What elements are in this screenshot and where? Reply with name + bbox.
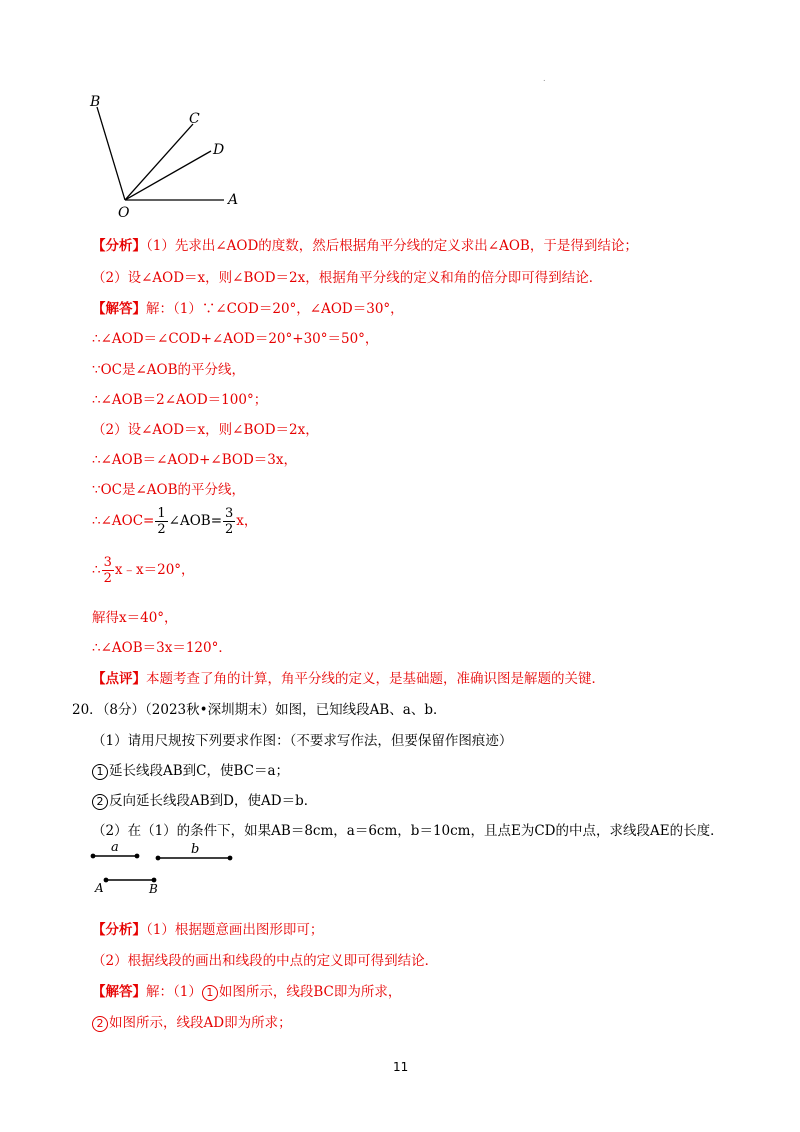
label-a: A: [228, 192, 239, 208]
label-c: C: [189, 111, 200, 127]
p20-solution-1: 【解答】解：（1） 1 如图所示，线段BC即为所求，: [92, 984, 402, 1000]
corner-mark: .: [543, 74, 546, 83]
segment-figure: [85, 838, 255, 898]
fraction-half: $\frac{1}{2}$: [157, 506, 166, 537]
p20-number: 20．: [72, 702, 103, 718]
p20-analysis-tag: 【分析】: [92, 922, 146, 938]
p19-line-9: 解得x＝40°，: [92, 610, 178, 626]
label-seg-a: a: [111, 840, 119, 855]
p20-q2: （2）在（1）的条件下，如果AB＝8cm，a＝6cm，b＝10cm，且点E为CD的中点，求线段AE的长度．: [92, 823, 724, 839]
label-o: O: [118, 205, 130, 220]
p20-q1-b: 2 反向延长线段AB到D，使AD＝b．: [92, 789, 317, 810]
fraction-three-halves-2: $\frac{3}{2}$: [103, 555, 112, 586]
page-number: 11: [393, 1060, 409, 1074]
p19-solution-head: 【解答】解：（1）∵∠COD＝20°，∠AOD＝30°，: [92, 301, 404, 317]
circled-number-1: 1: [92, 764, 108, 780]
p20-analysis-1: 【分析】（1）根据题意画出图形即可；: [92, 922, 324, 938]
p19-analysis-2: （2）设∠AOD＝x，则∠BOD＝2x，根据角平分线的定义和角的倍分即可得到结论．: [92, 270, 603, 286]
p19-comment: 【点评】本题考查了角的计算，角平分线的定义，是基础题，准确识图是解题的关键．: [92, 671, 605, 687]
p20-analysis-2: （2）根据线段的画出和线段的中点的定义即可得到结论．: [92, 953, 439, 969]
p19-line-7: ∴∠AOC= $\frac{1}{2}$ ∠AOB= $\frac{3}{2}$ x，: [92, 506, 258, 537]
p19-line-6: ∵OC是∠AOB的平分线，: [92, 482, 246, 498]
ray-oc: [125, 124, 193, 200]
angle-figure: [80, 90, 260, 220]
label-point-b: B: [149, 882, 158, 896]
p19-line-3: ∴∠AOB＝2∠AOD＝100°；: [92, 392, 268, 408]
p19-line-5: ∴∠AOB＝∠AOD+∠BOD＝3x，: [92, 452, 297, 468]
p20-q1-a: 1 延长线段AB到C，使BC＝a；: [92, 759, 289, 780]
p19-line-2: ∵OC是∠AOB的平分线，: [92, 362, 246, 378]
p19-analysis-1: 【分析】（1）先求出∠AOD的度数，然后根据角平分线的定义求出∠AOB，于是得到结论；: [92, 238, 638, 254]
p19-comment-tag: 【点评】: [92, 671, 146, 687]
circled-number-2: 2: [92, 794, 108, 810]
p19-line-10: ∴∠AOB＝3x＝120°．: [92, 640, 232, 656]
label-seg-b: b: [191, 842, 200, 857]
p20-solution-tag: 【解答】: [92, 984, 146, 1000]
fraction-three-halves: $\frac{3}{2}$: [225, 506, 234, 537]
circled-number-4: 2: [92, 1016, 108, 1032]
circled-number-3: 1: [202, 985, 218, 1001]
p19-line-4: （2）设∠AOD＝x，则∠BOD＝2x，: [92, 422, 319, 438]
ray-ob: [97, 107, 125, 200]
p19-line-1: ∴∠AOD＝∠COD+∠AOD＝20°+30°＝50°，: [92, 331, 379, 347]
ray-od: [125, 151, 211, 200]
p19-line-8: ∴ $\frac{3}{2}$ x﹣x＝20°，: [92, 555, 195, 586]
label-point-a: A: [95, 881, 104, 895]
p20-source: （2023秋•深圳期末）: [145, 702, 276, 718]
label-b: B: [90, 94, 101, 110]
p20-stem: 20．（8分）（2023秋•深圳期末）如图，已知线段AB、a、b．: [72, 702, 447, 718]
p19-analysis-tag: 【分析】: [92, 238, 146, 254]
p19-solution-tag: 【解答】: [92, 301, 146, 317]
p20-solution-2: 2 如图所示，线段AD即为所求；: [92, 1011, 292, 1032]
label-d: D: [213, 142, 225, 158]
p20-score: （8分）: [102, 702, 146, 718]
p20-q1: （1）请用尺规按下列要求作图：（不要求写作法，但要保留作图痕迹）: [92, 733, 513, 749]
